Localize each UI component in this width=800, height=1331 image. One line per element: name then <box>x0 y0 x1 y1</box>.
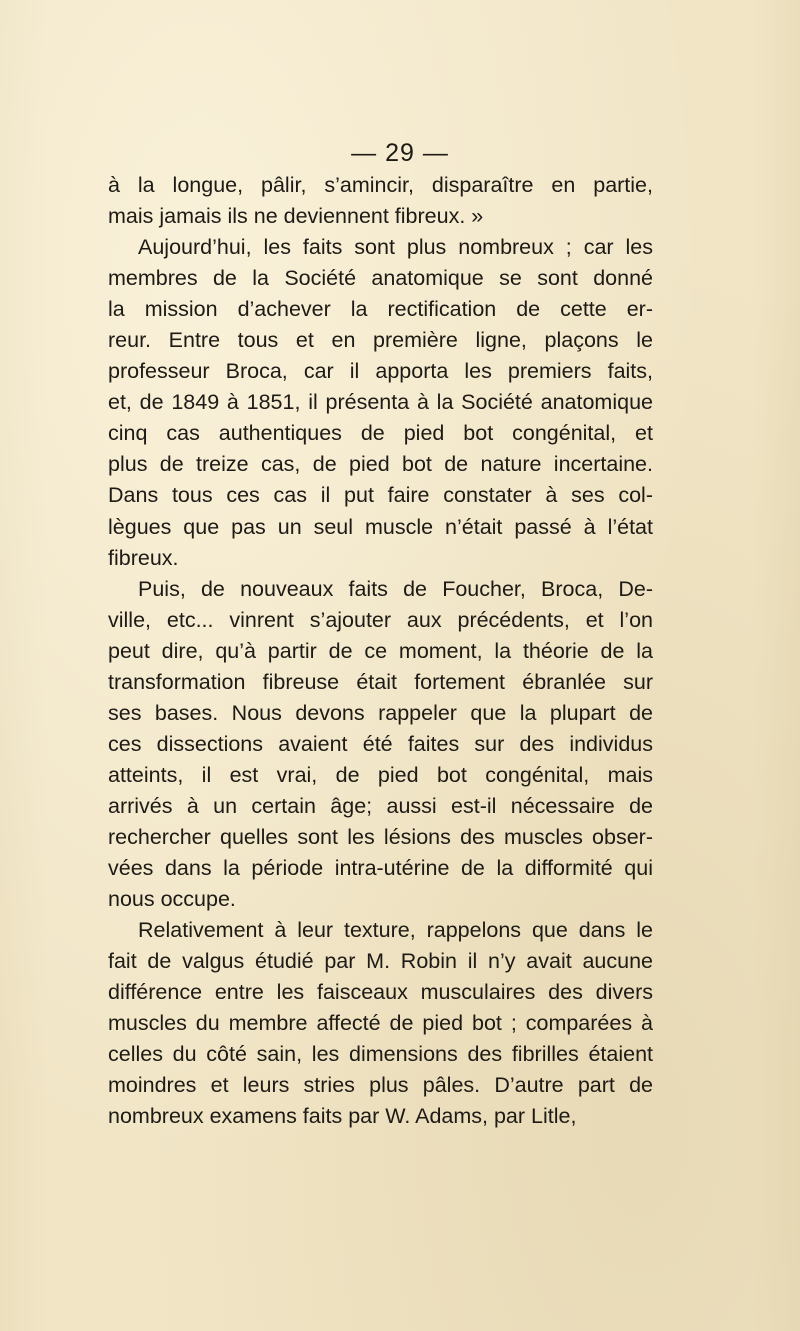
text-line: celles du côté sain, les dimensions des fibrilles étaient <box>108 1042 653 1067</box>
paragraph <box>108 232 653 574</box>
text-line: ville, etc... vinrent s’ajouter aux précédents, et l’on <box>108 607 653 632</box>
paragraph <box>108 915 653 1132</box>
text-line: rechercher quelles sont les lésions des muscles obser- <box>108 824 653 849</box>
text-line: vées dans la période intra-utérine de la difformité qui <box>108 856 653 881</box>
text-line: et, de 1849 à 1851, il présenta à la Société anatomique <box>108 390 653 415</box>
text-line: membres de la Société anatomique se sont donné <box>108 266 653 291</box>
text-line: ces dissections avaient été faites sur des individus <box>108 731 653 756</box>
text-line: reur. Entre tous et en première ligne, plaçons le <box>108 328 653 353</box>
text-line: muscles du membre affecté de pied bot ; comparées à <box>108 1011 653 1036</box>
text-line: nous occupe. <box>108 887 236 912</box>
text-line: plus de treize cas, de pied bot de nature incertaine. <box>108 452 653 477</box>
text-line: différence entre les faisceaux musculaires des divers <box>108 980 653 1005</box>
text-line: moindres et leurs stries plus pâles. D’autre part de <box>108 1073 653 1098</box>
text-line: Dans tous ces cas il put faire constater à ses col- <box>108 483 653 508</box>
text-line: transformation fibreuse était fortement ébranlée sur <box>108 669 653 694</box>
text-line: fibreux. <box>108 545 179 570</box>
paragraph <box>108 574 653 916</box>
text-line: cinq cas authentiques de pied bot congénital, et <box>108 421 653 446</box>
text-line: Relativement à leur texture, rappelons que dans le <box>138 918 653 943</box>
text-line: à la longue, pâlir, s’amincir, disparaître en partie, <box>108 173 653 197</box>
text-line: Puis, de nouveaux faits de Foucher, Broca, De- <box>138 576 653 601</box>
text-line: Aujourd’hui, les faits sont plus nombreux ; car les <box>138 235 653 260</box>
text-line: ses bases. Nous devons rappeler que la plupart de <box>108 700 653 725</box>
page-number: — 29 — <box>351 139 449 167</box>
text-line: nombreux examens faits par W. Adams, par Litle, <box>108 1104 577 1129</box>
text-line: lègues que pas un seul muscle n’était passé à l’état <box>108 514 653 539</box>
text-line: mais jamais ils ne deviennent fibreux. » <box>108 204 484 229</box>
text-line: professeur Broca, car il apporta les premiers faits, <box>108 359 653 384</box>
text-line: la mission d’achever la rectification de cette er- <box>108 297 653 322</box>
body-text <box>108 170 653 1132</box>
text-line: atteints, il est vrai, de pied bot congénital, mais <box>108 762 653 787</box>
paragraph <box>108 170 653 232</box>
text-line: peut dire, qu’à partir de ce moment, la théorie de la <box>108 638 653 663</box>
text-line: fait de valgus étudié par M. Robin il n’y avait aucune <box>108 949 653 974</box>
text-line: arrivés à un certain âge; aussi est-il nécessaire de <box>108 793 653 818</box>
